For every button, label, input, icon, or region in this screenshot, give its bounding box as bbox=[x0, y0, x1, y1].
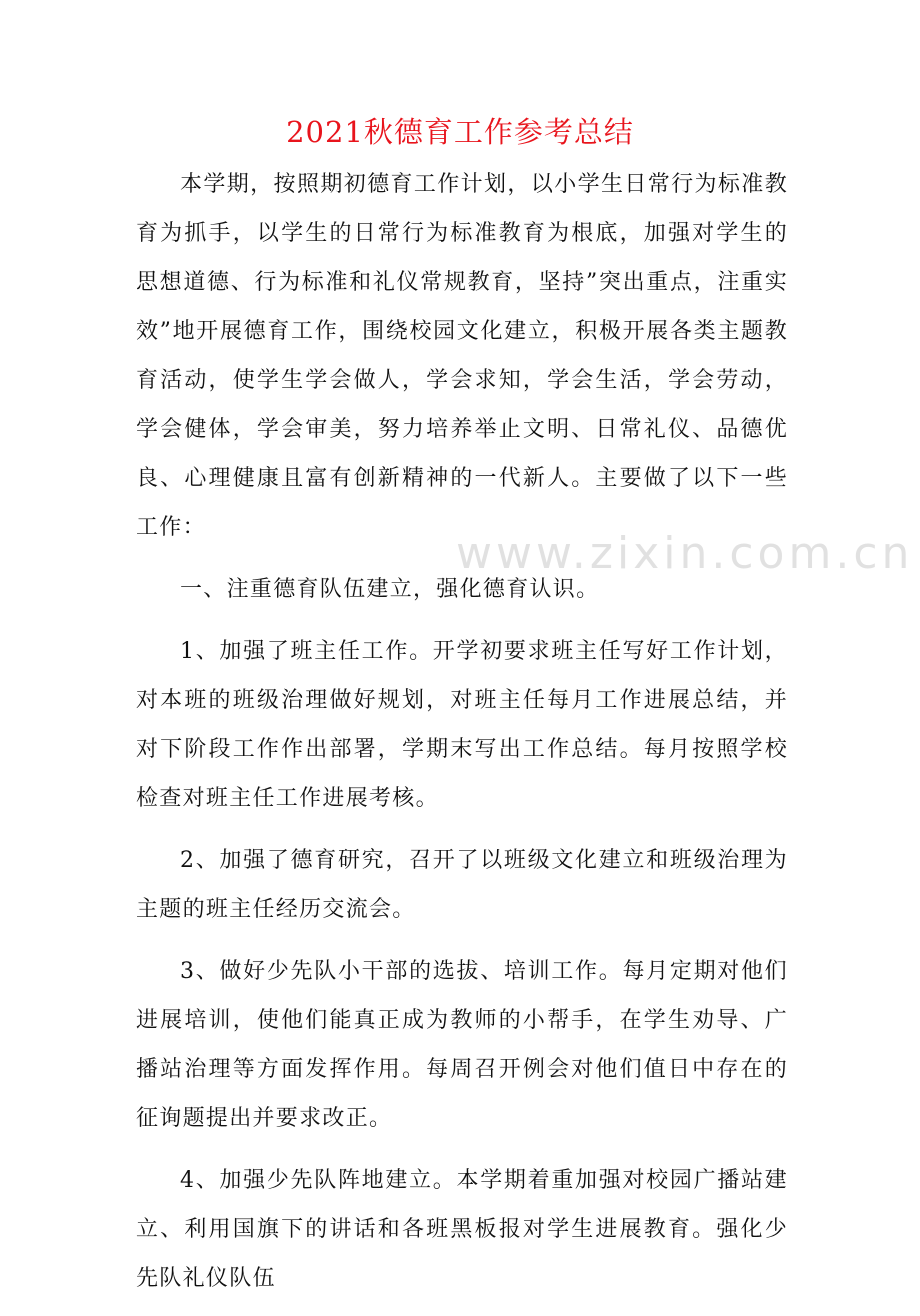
document-body bbox=[136, 160, 788, 1316]
site-watermark: www.zixin.com.cn bbox=[456, 528, 914, 579]
paragraph-intro: 本学期，按照期初德育工作计划，以小学生日常行为标准教育为抓手，以学生的日常行为标准教育为根底，加强对学生的思想道德、行为标准和礼仪常规教育，坚持”突出重点，注重实效”地开展德育工作，围绕校园文化建立，积极开展各类主题教育活动，使学生学会做人，学会求知，学会生活，学会劳动，学会健体，学会审美，努力培养举止文明、日常礼仪、品德优良、心理健康且富有创新精神的一代新人。主要做了以下一些工作： bbox=[136, 172, 788, 540]
document-title: 2021秋德育工作参考总结 bbox=[286, 115, 634, 149]
paragraph-section-heading: 一、注重德育队伍建立，强化德育认识。 bbox=[180, 577, 600, 602]
paragraph-item-3: 3、做好少先队小干部的选拔、培训工作。每月定期对他们进展培训，使他们能真正成为教师的小帮手，在学生劝导、广播站治理等方面发挥作用。每周召开例会对他们值日中存在的征询题提出并要求改正。 bbox=[136, 959, 788, 1131]
paragraph-item-4: 4、加强少先队阵地建立。本学期着重加强对校园广播站建立、利用国旗下的讲话和各班黑板报对学生进展教育。强化少先队礼仪队伍 bbox=[136, 1168, 788, 1291]
paragraph-item-2: 2、加强了德育研究，召开了以班级文化建立和班级治理为主题的班主任经历交流会。 bbox=[136, 848, 788, 922]
paragraph-item-1: 1、加强了班主任工作。开学初要求班主任写好工作计划，对本班的班级治理做好规划，对班主任每月工作进展总结，并对下阶段工作作出部署，学期末写出工作总结。每月按照学校检查对班主任工作进展考核。 bbox=[136, 639, 788, 811]
